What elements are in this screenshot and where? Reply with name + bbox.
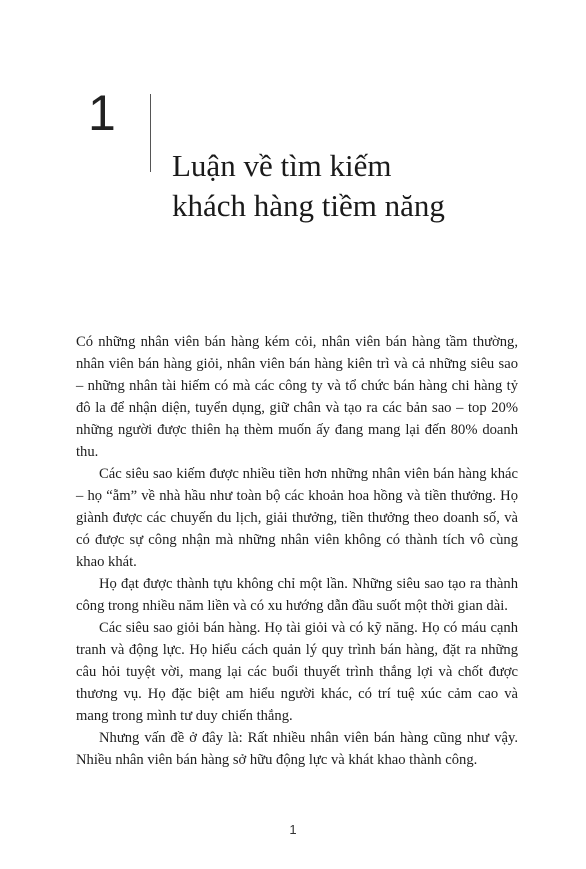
chapter-divider <box>150 94 151 172</box>
chapter-body <box>76 331 518 771</box>
chapter-title-line: khách hàng tiềm năng <box>172 188 445 223</box>
chapter-title-line: Luận về tìm kiếm <box>172 148 392 183</box>
body-paragraph: Có những nhân viên bán hàng kém cỏi, nhân viên bán hàng tầm thường, nhân viên bán hàng giỏi, nhân viên bán hàng kiên trì và cả những siêu sao – những nhân tài hiếm có mà các công ty và tổ chức bán hàng chi hàng tỷ đô la để nhận diện, tuyển dụng, giữ chân và tạo ra các bản sao – top 20% những người được thiên hạ thèm muốn ấy đang mang lại đến 80% doanh thu. <box>76 334 518 460</box>
chapter-title <box>172 146 552 226</box>
body-paragraph: Họ đạt được thành tựu không chỉ một lần. Những siêu sao tạo ra thành công trong nhiều năm liền và có xu hướng dẫn đầu suốt một thời gian dài. <box>76 576 518 614</box>
body-paragraph: Các siêu sao giỏi bán hàng. Họ tài giỏi và có kỹ năng. Họ có máu cạnh tranh và động lực. Họ hiểu cách quản lý quy trình bán hàng, đặt ra những câu hỏi tuyệt vời, mang lại các buổi thuyết trình thắng lợi và chốt được thương vụ. Họ đặc biệt am hiểu người khác, có trí tuệ xúc cảm cao và mang trong mình tư duy chiến thắng. <box>76 620 518 724</box>
chapter-number: 1 <box>88 85 116 141</box>
body-paragraph: Các siêu sao kiếm được nhiều tiền hơn những nhân viên bán hàng khác – họ “ẵm” về nhà hầu như toàn bộ các khoản hoa hồng và tiền thưởng. Họ giành được các chuyến du lịch, giải thưởng, tiền thưởng theo doanh số, và có được sự công nhận mà những nhân viên không có thành tích vô cùng khao khát. <box>76 466 518 570</box>
page-number: 1 <box>289 822 297 837</box>
body-paragraph: Nhưng vấn đề ở đây là: Rất nhiều nhân viên bán hàng cũng như vậy. Nhiều nhân viên bán hàng sở hữu động lực và khát khao thành công. <box>76 730 518 768</box>
